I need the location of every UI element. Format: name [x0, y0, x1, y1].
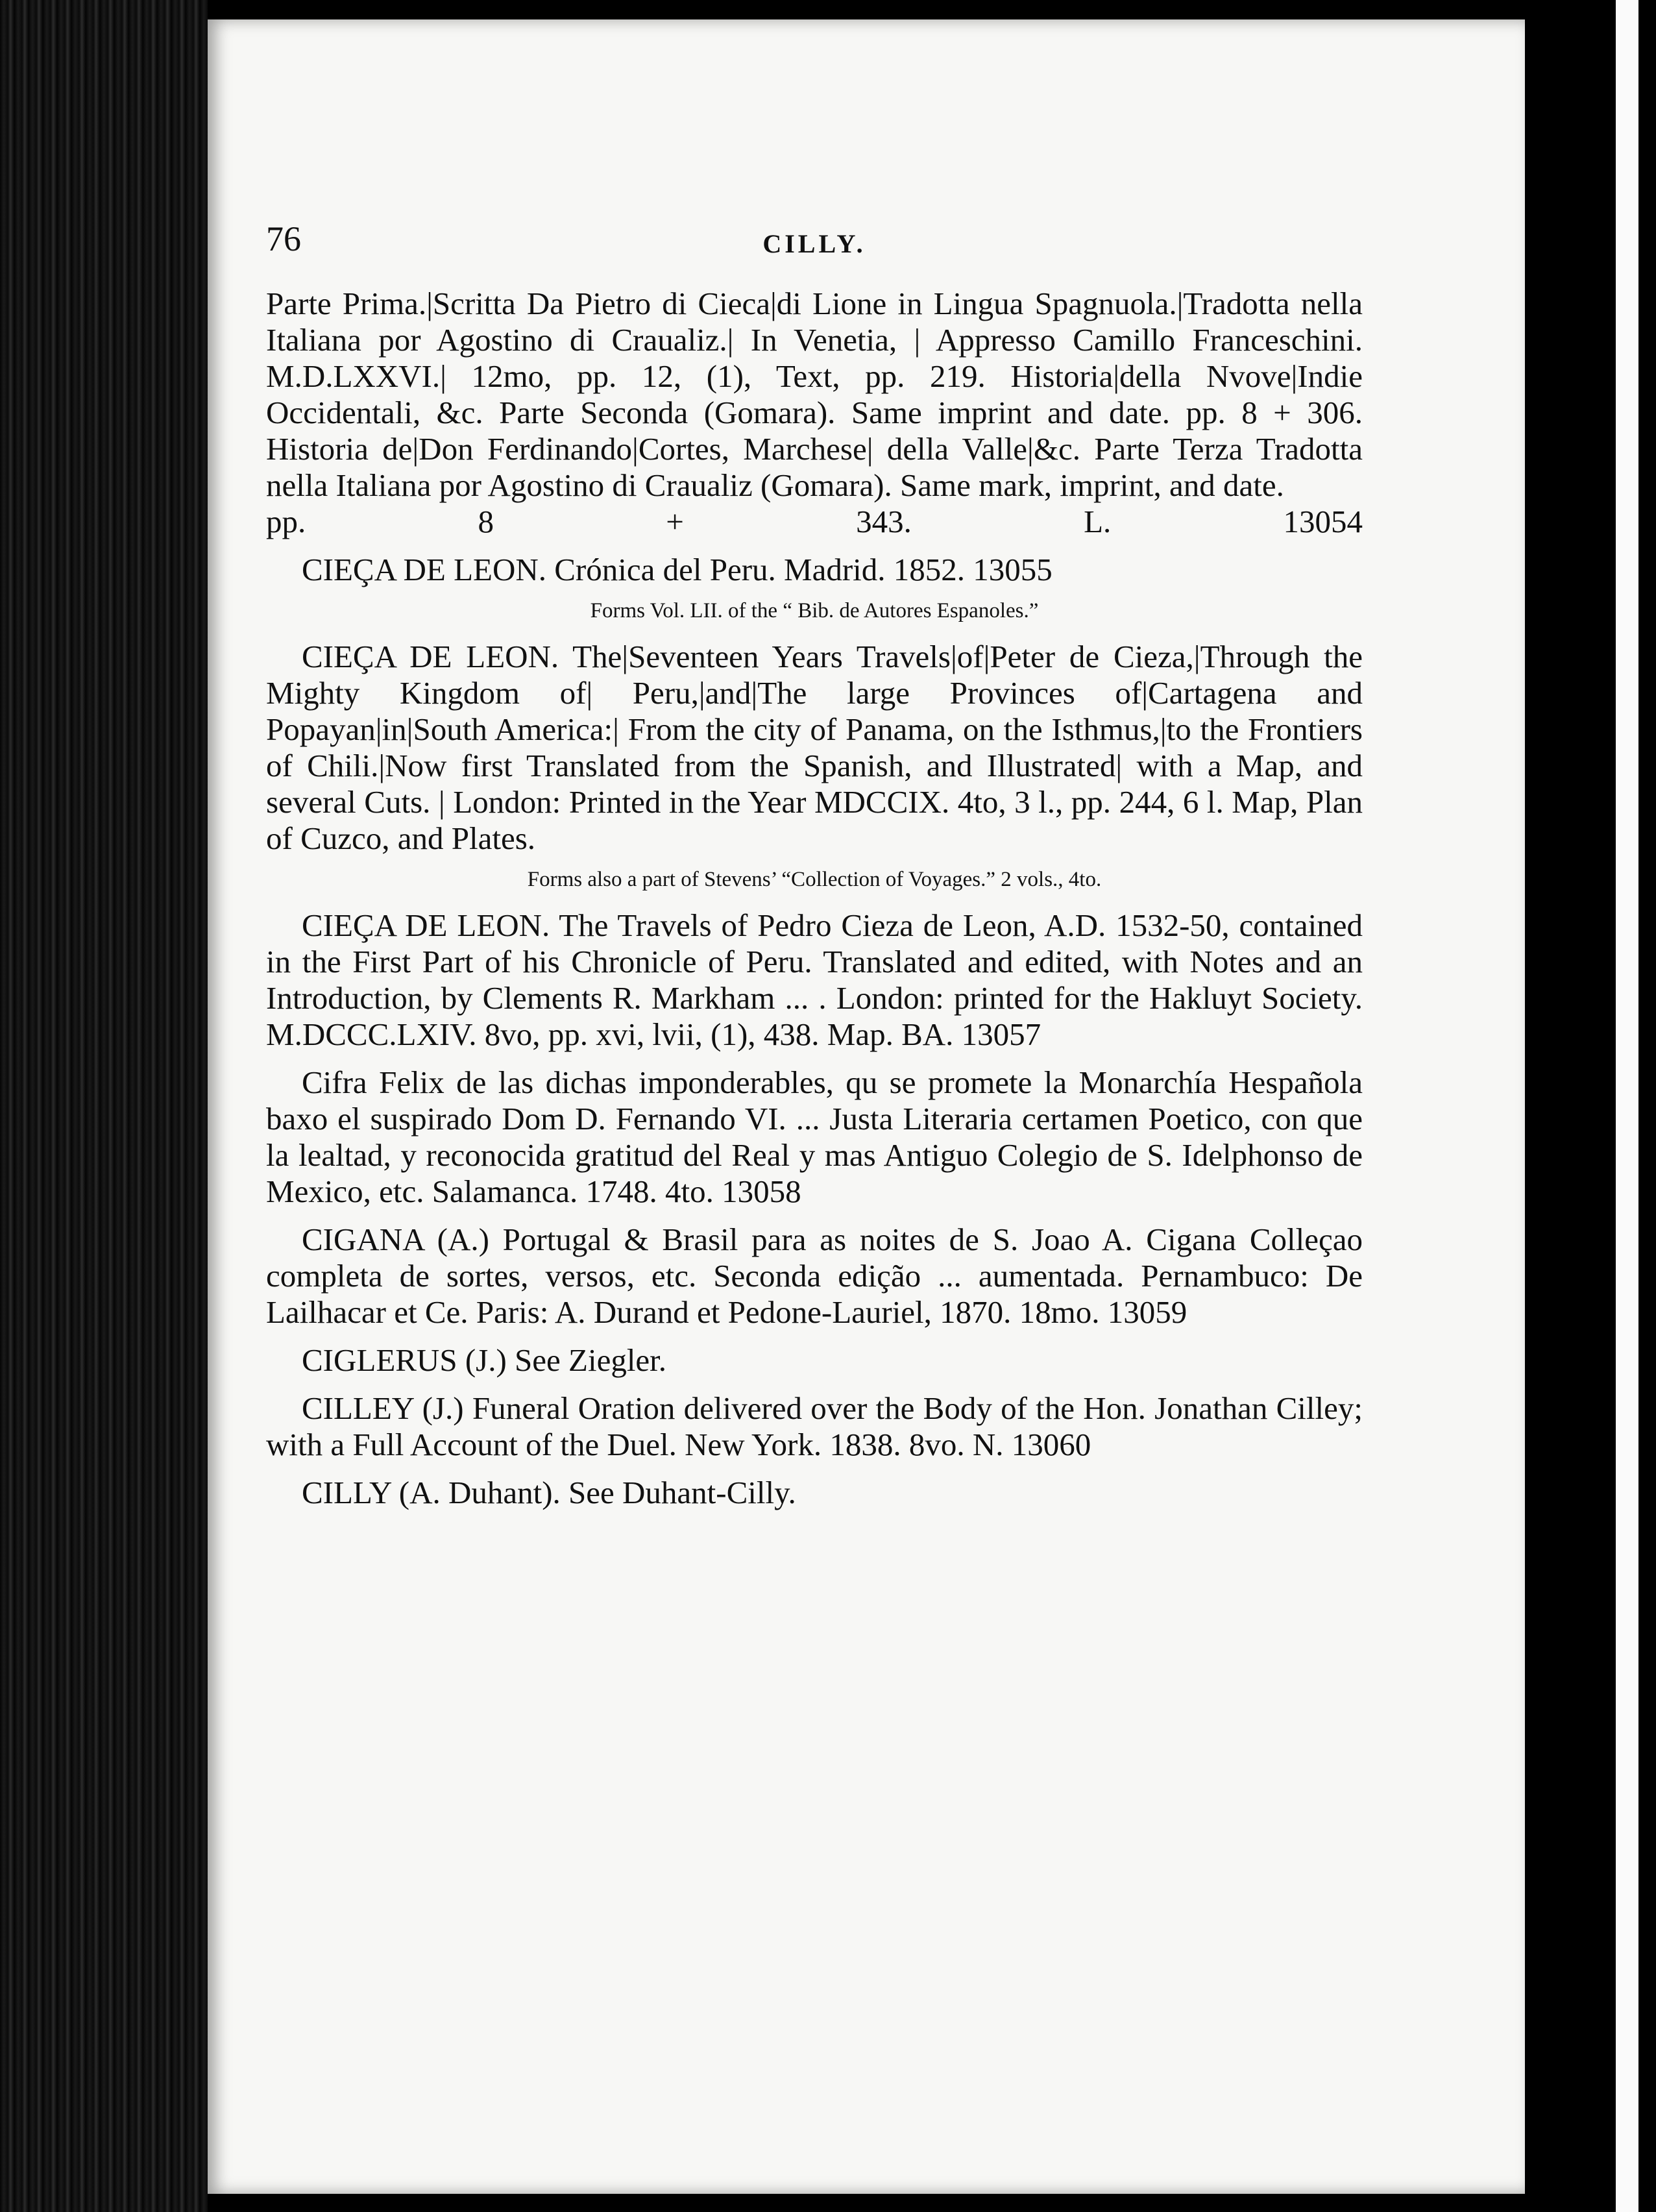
entry-cieca-seventeen-years	[266, 639, 1363, 857]
entry-text: CIEÇA DE LEON. The Travels of Pedro Cieza de Leon, A.D. 1532-50, contained in the First Part of his Chronicle of Peru. Translated and edited, with Notes and an Introduction, by Clements R. Markham ... . London: printed for the Hakluyt Society. M.DCCC.LXIV. 8vo, pp. xvi, lvii, (1), 438. Map. BA. 13057	[266, 907, 1363, 1052]
page-edge	[1525, 0, 1656, 2212]
entry-text: Parte Prima.|Scritta Da Pietro di Cieca|di Lione in Lingua Spagnuola.|Tradotta nella Italiana por Agostino di Craualiz.| In Venetia, | Appresso Camillo Franceschini. M.D.LXXVI.| 12mo, pp. 12, (1), Text, pp. 219. Historia|della Nvove|Indie Occidentali, &c. Parte Seconda (Gomara). Same imprint and date. pp. 8 + 306. Historia de|Don Ferdinando|Cortes, Marchese| della Valle|&c. Parte Terza Tradotta nella Italiana por Agostino di Craualiz (Gomara). Same mark, imprint, and date.	[266, 286, 1363, 503]
entry-text: CIEÇA DE LEON. Crónica del Peru. Madrid. 1852. 13055	[302, 552, 1053, 587]
entry-cifra-felix	[266, 1064, 1363, 1210]
entry-reference: L. 13054	[1084, 504, 1363, 539]
entry-note: Forms Vol. LII. of the “ Bib. de Autores Espanoles.”	[590, 599, 1039, 622]
entry-ciglerus	[266, 1342, 1363, 1379]
book-spine	[0, 0, 208, 2212]
running-head: CILLY.	[762, 229, 866, 258]
running-header	[266, 214, 1363, 286]
entry-text: CILLY (A. Duhant). See Duhant-Cilly.	[302, 1475, 796, 1510]
entry-tail: pp. 8 + 343.	[266, 504, 912, 539]
entry-cilly	[266, 1475, 1363, 1511]
page-number: 76	[266, 219, 301, 258]
entry-text: Cifra Felix de las dichas imponderables, qu se promete la Monarchía Hespañola baxo el suspirado Dom D. Fernando VI. ... Justa Literaria certamen Poetico, con que la lealtad, y reconocida gratitud del Real y mas Antiguo Colegio de S. Idelphonso de Mexico, etc. Salamanca. 1748. 4to. 13058	[266, 1064, 1363, 1209]
entry-continuation	[266, 286, 1363, 540]
entry-text: CIGANA (A.) Portugal & Brasil para as noites de S. Joao A. Cigana Colleçao completa de sortes, versos, etc. Seconda edição ... aumentada. Pernambuco: De Lailhacar et Ce. Paris: A. Durand et Pedone-Lauriel, 1870. 18mo. 13059	[266, 1222, 1363, 1330]
entry-text: CILLEY (J.) Funeral Oration delivered over the Body of the Hon. Jonathan Cilley; with a Full Account of the Duel. New York. 1838. 8vo. N. 13060	[266, 1390, 1363, 1462]
entry-cieca-travels	[266, 907, 1363, 1053]
entry-text: CIEÇA DE LEON. The|Seventeen Years Travels|of|Peter de Cieza,|Through the Mighty Kingdom of| Peru,|and|The large Provinces of|Cartagena and Popayan|in|South America:| From the city of Panama, on the Isthmus,|to the Frontiers of Chili.|Now first Translated from the Spanish, and Illustrated| with a Map, and several Cuts. | London: Printed in the Year MDCCIX. 4to, 3 l., pp. 244, 6 l. Map, Plan of Cuzco, and Plates.	[266, 639, 1363, 856]
entry-cieca-cronica	[266, 552, 1363, 588]
entry-cilley	[266, 1390, 1363, 1463]
entry-text: CIGLERUS (J.) See Ziegler.	[302, 1342, 667, 1378]
entry-last-line	[266, 504, 1363, 540]
page-content	[266, 214, 1363, 1523]
entry-note: Forms also a part of Stevens’ “Collection of Voyages.” 2 vols., 4to.	[527, 868, 1102, 891]
entry-cigana	[266, 1222, 1363, 1331]
